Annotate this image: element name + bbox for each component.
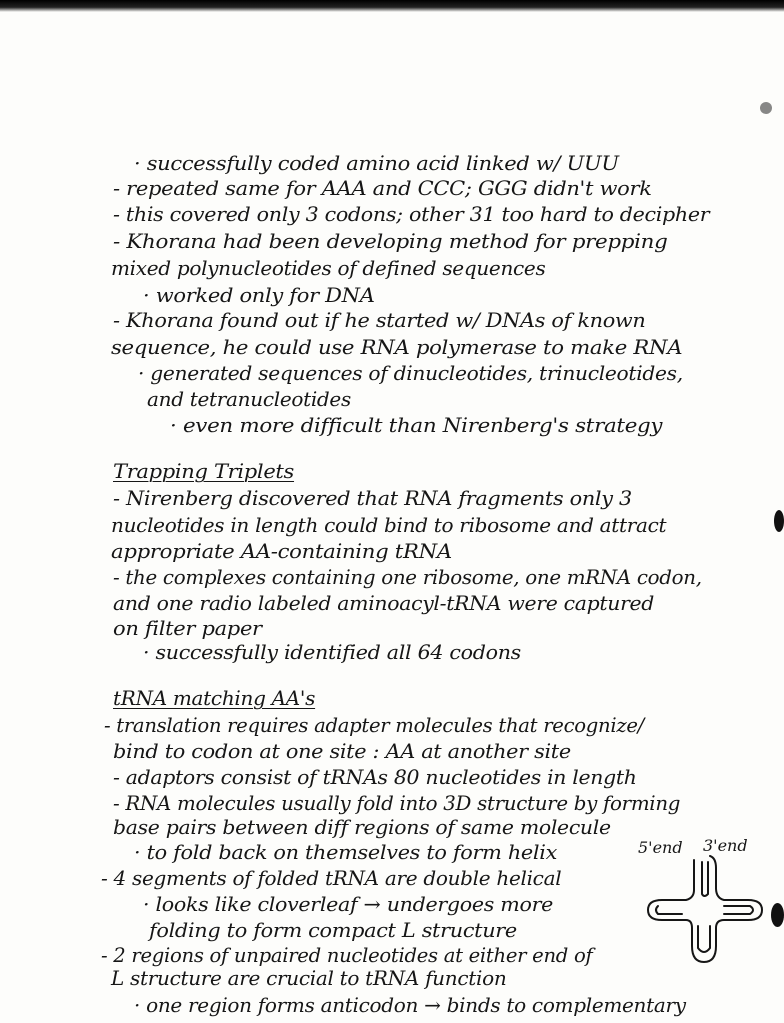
note-line: on filter paper: [113, 616, 262, 640]
note-line: - Khorana had been developing method for prepping: [113, 229, 668, 253]
section-heading: Trapping Triplets: [113, 459, 295, 483]
note-line: nucleotides in length could bind to ribosome and attract: [111, 513, 667, 537]
binder-hole-mark: [760, 102, 772, 114]
note-line: · even more difficult than Nirenberg's strategy: [170, 413, 663, 437]
note-line: - translation requires adapter molecules that recognize/: [104, 713, 644, 737]
note-line: folding to form compact L structure: [149, 918, 517, 942]
note-line: - 4 segments of folded tRNA are double helical: [101, 866, 562, 890]
note-line: base pairs between diff regions of same molecule: [113, 815, 611, 839]
note-line: · to fold back on themselves to form helix: [134, 840, 558, 864]
diagram-label-3-end: 3'end: [703, 836, 748, 855]
section-heading: tRNA matching AA's: [113, 686, 316, 710]
note-line: and one radio labeled aminoacyl-tRNA were captured: [113, 591, 655, 615]
note-line: - Nirenberg discovered that RNA fragments only 3: [113, 486, 632, 510]
note-line: - Khorana found out if he started w/ DNAs of known: [113, 308, 646, 332]
note-line: · generated sequences of dinucleotides, trinucleotides,: [138, 361, 683, 385]
note-line: · successfully identified all 64 codons: [143, 640, 521, 664]
page-margin-top: [0, 12, 784, 152]
note-line: mixed polynucleotides of defined sequences: [111, 256, 546, 280]
binder-hole-mark: [771, 903, 784, 927]
note-line: appropriate AA-containing tRNA: [111, 539, 452, 563]
page-top-edge: [0, 0, 784, 12]
note-line: bind to codon at one site : AA at another site: [113, 739, 571, 763]
note-line: - 2 regions of unpaired nucleotides at either end of: [101, 943, 593, 967]
binder-hole-mark: [774, 510, 784, 532]
trna-l-structure-sketch: [638, 838, 768, 978]
diagram-label-5-end: 5'end: [638, 838, 683, 857]
note-line: · worked only for DNA: [143, 283, 375, 307]
note-line: - the complexes containing one ribosome, one mRNA codon,: [113, 565, 702, 589]
note-line: - adaptors consist of tRNAs 80 nucleotides in length: [113, 765, 637, 789]
note-line: · one region forms anticodon → binds to complementary: [134, 993, 686, 1017]
note-line: L structure are crucial to tRNA function: [111, 966, 507, 990]
note-line: · looks like cloverleaf → undergoes more: [143, 892, 554, 916]
note-line: - repeated same for AAA and CCC; GGG didn't work: [113, 176, 652, 200]
note-line: sequence, he could use RNA polymerase to make RNA: [111, 335, 683, 359]
note-line: and tetranucleotides: [147, 387, 351, 411]
note-line: - this covered only 3 codons; other 31 too hard to decipher: [113, 202, 710, 226]
note-line: · successfully coded amino acid linked w/ UUU: [134, 151, 619, 175]
note-line: - RNA molecules usually fold into 3D structure by forming: [113, 791, 681, 815]
